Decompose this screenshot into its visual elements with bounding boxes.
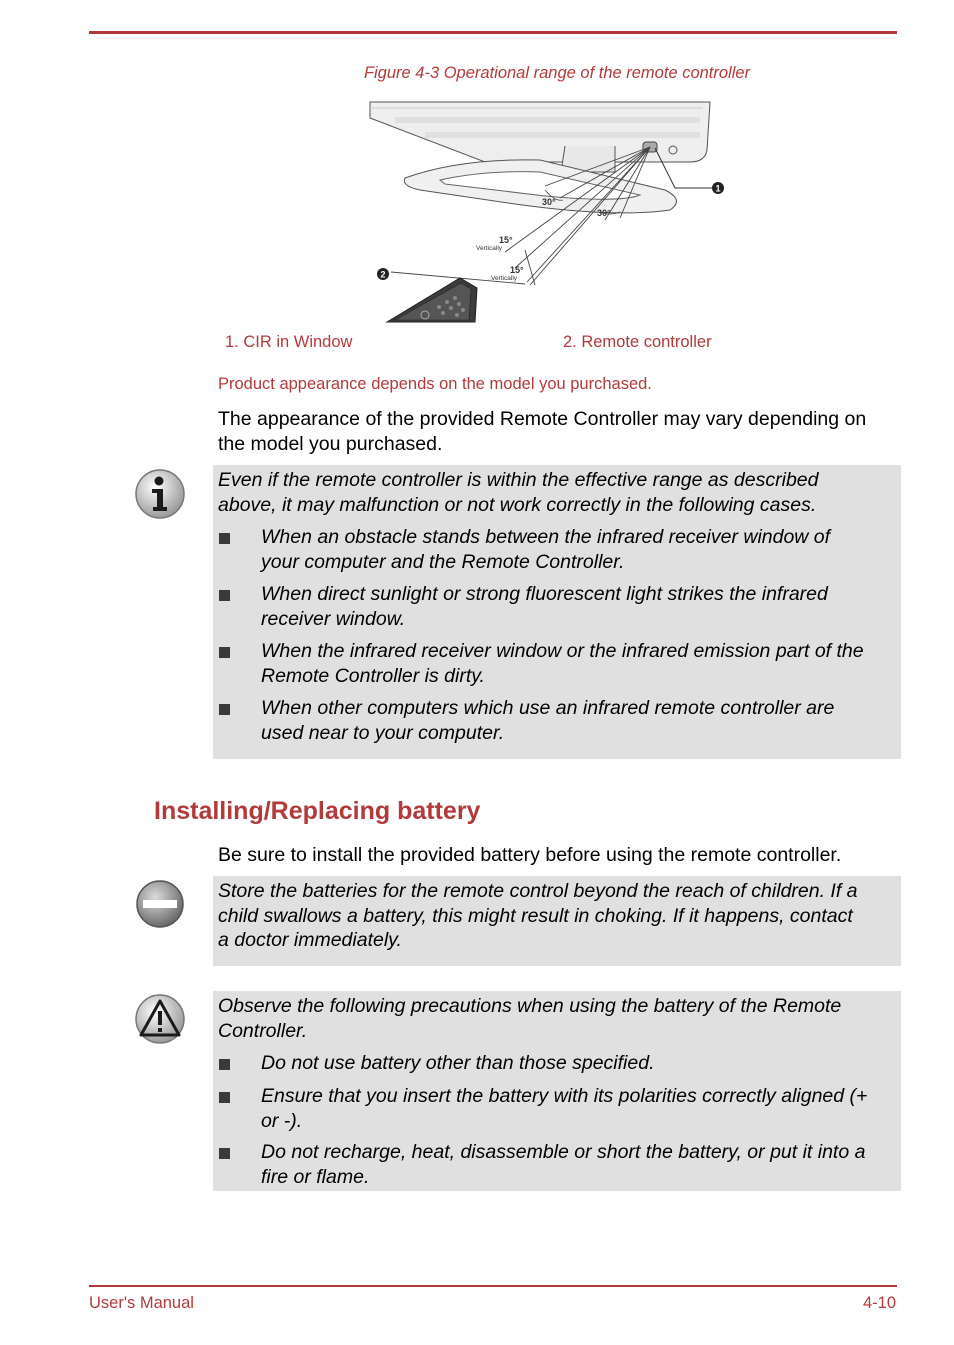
bullet-icon: [219, 704, 230, 715]
page-number: 4-10: [862, 1294, 896, 1312]
legend-remote-controller: 2. Remote controller: [563, 333, 712, 351]
legend-cir-window: 1. CIR in Window: [225, 333, 353, 351]
section-heading: Installing/Replacing battery: [154, 797, 481, 825]
list-item-line: or -).: [261, 1109, 303, 1132]
warning-line-1: Store the batteries for the remote control beyond the reach of children. If a: [218, 880, 858, 902]
angle-h2: 30°: [597, 208, 611, 218]
footer-rule: [89, 1285, 897, 1287]
remote-range-illustration: [365, 100, 725, 325]
callout-1-label: 1: [715, 183, 721, 194]
list-item-line: Do not use battery other than those specified.: [261, 1052, 655, 1074]
bullet-icon: [219, 533, 230, 544]
caution-lead: [218, 994, 891, 1043]
warning-line-3: a doctor immediately.: [218, 929, 402, 951]
warning-box: [213, 876, 901, 966]
warning-text: [218, 879, 891, 953]
vertical-label-2: Vertically: [491, 275, 518, 282]
list-item-line: Remote Controller is dirty.: [261, 664, 485, 687]
caution-lead-line-1: Observe the following precautions when using the battery of the Remote: [218, 995, 842, 1017]
list-item-line: When other computers which use an infrared remote controller are: [261, 697, 835, 719]
bullet-icon: [219, 1092, 230, 1103]
info-lead: [218, 468, 891, 517]
callout-2-label: 2: [380, 269, 386, 280]
intro-paragraph: [218, 407, 866, 456]
caution-lead-line-2: Controller.: [218, 1019, 308, 1042]
caution-box: [213, 991, 901, 1191]
list-item-line: fire or flame.: [261, 1165, 370, 1188]
info-box: [213, 465, 901, 759]
prohibited-icon: [134, 878, 186, 930]
list-item-line: used near to your computer.: [261, 721, 505, 744]
list-item-line: Do not recharge, heat, disassemble or short the battery, or put it into a: [261, 1141, 866, 1163]
bullet-icon: [219, 1059, 230, 1070]
angle-v2: 15°: [510, 265, 524, 275]
warning-line-2: child swallows a battery, this might result in choking. If it happens, contact: [218, 904, 853, 927]
footer-title: User's Manual: [89, 1294, 194, 1312]
product-appearance-note: Product appearance depends on the model you purchased.: [218, 375, 652, 393]
info-icon: [134, 468, 186, 520]
list-item-line: your computer and the Remote Controller.: [261, 550, 625, 573]
list-item-line: When the infrared receiver window or the infrared emission part of the: [261, 640, 864, 662]
list-item-line: When direct sunlight or strong fluorescent light strikes the infrared: [261, 583, 828, 605]
list-item-line: When an obstacle stands between the infrared receiver window of: [261, 526, 831, 548]
list-item-line: receiver window.: [261, 607, 406, 630]
info-lead-line-2: above, it may malfunction or not work correctly in the following cases.: [218, 493, 817, 516]
angle-h1: 30°: [542, 197, 556, 207]
vertical-label-1: Vertically: [476, 245, 503, 252]
caution-icon: [134, 993, 186, 1045]
intro-line-2: the model you purchased.: [218, 432, 443, 455]
top-rule: [89, 31, 897, 34]
bullet-icon: [219, 647, 230, 658]
list-item-line: Ensure that you insert the battery with its polarities correctly aligned (+: [261, 1085, 868, 1107]
bullet-icon: [219, 1148, 230, 1159]
figure-caption: Figure 4-3 Operational range of the remote controller: [363, 64, 751, 82]
intro-line-1: The appearance of the provided Remote Controller may vary depending on: [218, 408, 867, 430]
bullet-icon: [219, 590, 230, 601]
section-intro: Be sure to install the provided battery before using the remote controller.: [218, 844, 842, 866]
angle-v1: 15°: [499, 235, 513, 245]
info-lead-line-1: Even if the remote controller is within the effective range as described: [218, 469, 819, 491]
